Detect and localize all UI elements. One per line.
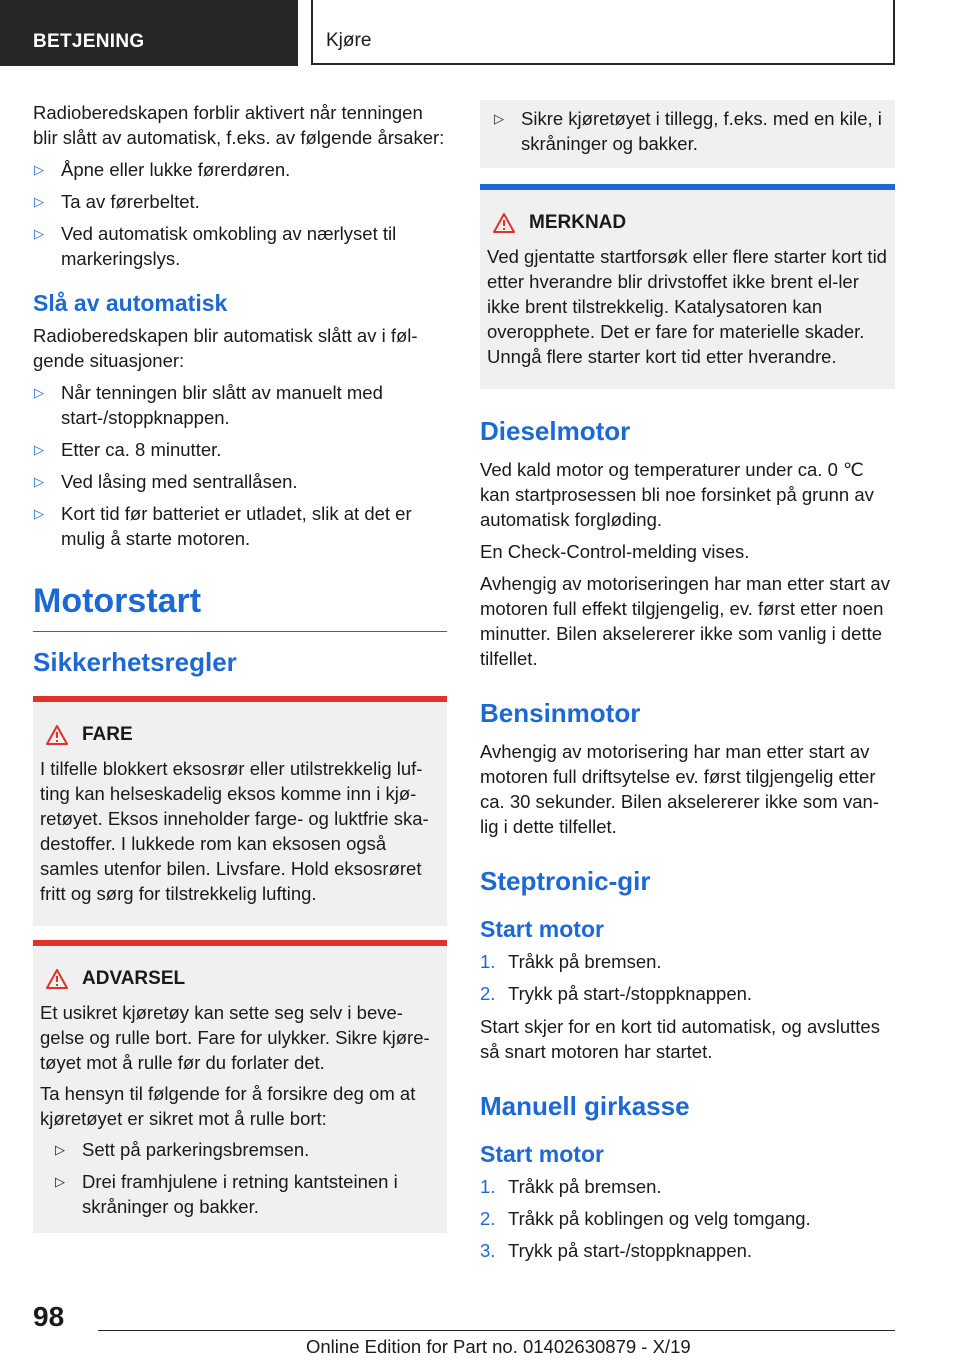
list-item: ▷ Sikre kjøretøyet i tillegg, f.eks. med en kile, i skråninger og bakker. <box>494 108 882 154</box>
triangle-bullet-icon: ▷ <box>55 1142 65 1157</box>
auto-off-list <box>33 380 447 551</box>
triangle-bullet-icon: ▷ <box>55 1174 65 1189</box>
danger-text: I tilfelle blokkert eksosrør eller utilstrekkelig luf-ting kan helseskadelig eksos komme inn i kjø-retøyet. Eksos inneholder farge- og luktfrie ska-destoffer. I lukkede rom kan eksosen også samles utenfor bilen. Livsfare. Hold eksosrøret fritt og sørg for tilstrekkelig lufting. <box>40 758 429 904</box>
bensin-paragraph: Avhengig av motorisering har man etter start av motoren full driftsytelse ev. først tilgjengelig etter ca. 30 sekunder. Bilen akselererer ikke som van-lig i dette tilfellet. <box>480 741 879 837</box>
danger-box <box>33 696 447 926</box>
list-item: ▷ Ved låsing med sentrallåsen. <box>34 471 298 492</box>
bensin-heading: Bensinmotor <box>480 698 641 728</box>
list-item: 2. Trykk på start-/stoppknappen. <box>480 983 753 1004</box>
footer-divider <box>98 1330 895 1331</box>
list-item: ▷ Drei framhjulene i retning kantsteinen i skråninger og bakker. <box>55 1171 398 1217</box>
safety-heading: Sikkerhetsregler <box>33 647 237 677</box>
diesel-heading: Dieselmotor <box>480 416 631 446</box>
manuell-subheading: Start motor <box>480 1141 604 1167</box>
warning-box <box>33 940 447 1233</box>
notice-title: MERKNAD <box>487 210 887 236</box>
intro-list <box>33 157 447 271</box>
intro-paragraph: Radioberedskapen forblir aktivert når tenningen blir slått av automatisk, f.eks. av følgende årsaker: <box>33 102 445 148</box>
list-item: ▷ Ved automatisk omkobling av nærlyset til markeringslys. <box>34 223 397 269</box>
list-item: ▷ Åpne eller lukke førerdøren. <box>34 159 291 180</box>
chapter-title: Kjøre <box>311 0 895 65</box>
manuell-steps <box>480 1174 895 1263</box>
list-item: ▷ Ta av førerbeltet. <box>34 191 200 212</box>
list-item: 2. Tråkk på koblingen og velg tomgang. <box>480 1208 811 1229</box>
triangle-bullet-icon: ▷ <box>34 385 44 400</box>
page-number: 98 <box>33 1301 65 1332</box>
continued-list <box>493 106 887 156</box>
motorstart-heading: Motorstart <box>33 581 447 632</box>
list-item: 1. Tråkk på bremsen. <box>480 951 662 972</box>
list-item: 3. Trykk på start-/stoppknappen. <box>480 1240 753 1261</box>
triangle-bullet-icon: ▷ <box>34 162 44 177</box>
triangle-bullet-icon: ▷ <box>34 506 44 521</box>
warning-triangle-icon <box>493 213 515 233</box>
steptronic-after: Start skjer for en kort tid automatisk, og avsluttes så snart motoren har startet. <box>480 1016 880 1062</box>
diesel-paragraph-3: Avhengig av motoriseringen har man etter start av motoren full effekt tilgjengelig, ev. først etter noen minutter. Bilen akselererer ikke som vanlig i dette tilfellet. <box>480 573 890 669</box>
steptronic-heading: Steptronic-gir <box>480 866 651 896</box>
warning-title: ADVARSEL <box>40 966 439 992</box>
warning-triangle-icon <box>46 969 68 989</box>
auto-off-text: Radioberedskapen blir automatisk slått av i føl-gende situasjoner: <box>33 325 418 371</box>
list-item: ▷ Når tenningen blir slått av manuelt med start-/stoppknappen. <box>34 382 383 428</box>
danger-title: FARE <box>40 722 439 748</box>
manuell-heading: Manuell girkasse <box>480 1091 690 1121</box>
page-header <box>0 0 960 66</box>
section-tab: BETJENING <box>0 0 298 66</box>
steptronic-subheading: Start motor <box>480 916 604 942</box>
warning-triangle-icon <box>46 725 68 745</box>
right-column <box>480 100 895 1271</box>
auto-off-heading: Slå av automatisk <box>33 290 228 316</box>
notice-text: Ved gjentatte startforsøk eller flere starter kort tid etter hverandre blir drivstoffet ikke brent el-ler ikke brent tilstrekkelig. Katalysatoren kan overopphete. Det er fare for materielle skader. Unngå flere starter kort tid etter hverandre. <box>487 246 887 367</box>
triangle-bullet-icon: ▷ <box>34 194 44 209</box>
diesel-paragraph-2: En Check-Control-melding vises. <box>480 541 750 562</box>
list-item: ▷ Etter ca. 8 minutter. <box>34 439 222 460</box>
notice-box <box>480 184 895 389</box>
triangle-bullet-icon: ▷ <box>34 442 44 457</box>
list-item: ▷ Sett på parkeringsbremsen. <box>55 1139 310 1160</box>
triangle-bullet-icon: ▷ <box>34 474 44 489</box>
warning-list <box>54 1137 439 1219</box>
steptronic-steps <box>480 949 895 1006</box>
diesel-paragraph-1: Ved kald motor og temperaturer under ca. 0 ℃ kan startprosessen bli noe forsinket på grunn av automatisk forgløding. <box>480 459 874 530</box>
continued-warning-box <box>480 100 895 168</box>
left-column <box>33 100 447 1247</box>
footer-edition: Online Edition for Part no. 01402630879 - X/19 <box>306 1336 691 1357</box>
triangle-bullet-icon: ▷ <box>34 226 44 241</box>
list-item: ▷ Kort tid før batteriet er utladet, slik at det er mulig å starte motoren. <box>34 503 412 549</box>
list-item: 1. Tråkk på bremsen. <box>480 1176 662 1197</box>
warning-text-2: Ta hensyn til følgende for å forsikre deg om at kjøretøyet er sikret mot å rulle bort: <box>40 1083 416 1129</box>
triangle-bullet-icon: ▷ <box>494 111 504 126</box>
warning-text-1: Et usikret kjøretøy kan sette seg selv i beve-gelse og rulle bort. Fare for ulykker. Sikre kjøre-tøyet mot å rulle før du forlater det. <box>40 1002 430 1073</box>
